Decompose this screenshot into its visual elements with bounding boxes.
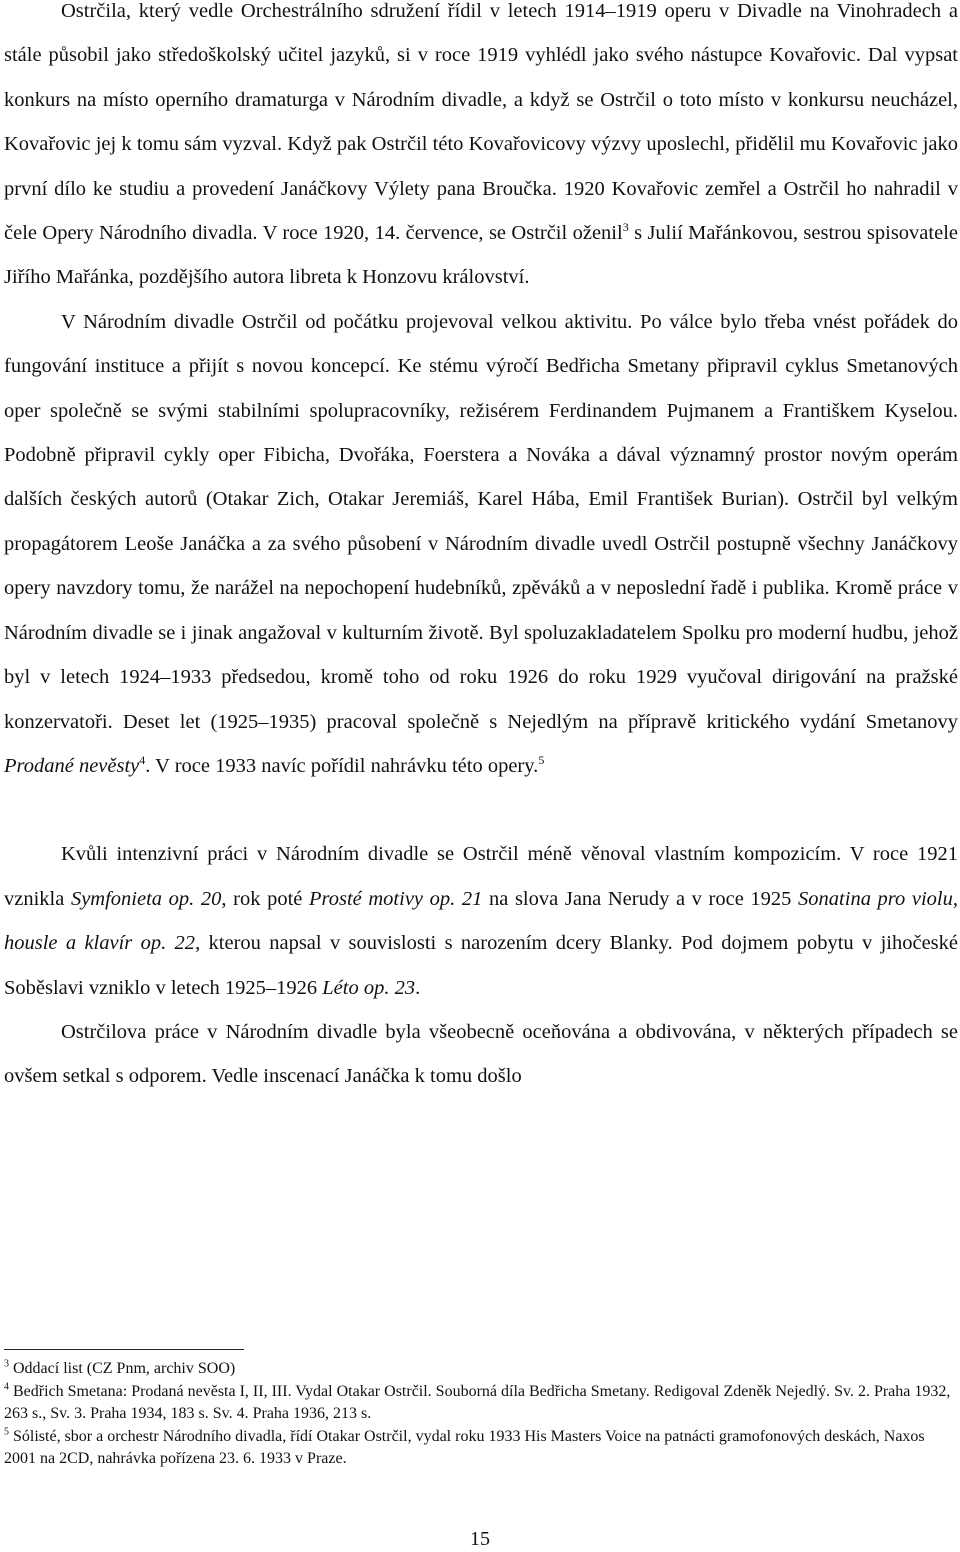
- footnote: [4, 1381, 958, 1426]
- paragraph: [4, 832, 958, 1010]
- footnote: [4, 1358, 958, 1381]
- italic-title: Prodané nevěsty: [4, 754, 140, 777]
- italic-title: Symfonieta op. 20: [70, 887, 222, 910]
- text-run: Ostrčila, který vedle Orchestrálního sdružení řídil v letech 1914–1919 operu v Divadle na Vinohradech a stále působil jako středoškolský učitel jazyků, si v roce 1919 vyhlédl jako svého nástupce Kovařovic. Dal vypsat konkurs na místo operního dramaturga v Národním divadle, a když se Ostrčil o toto místo v konkursu neucházel, Kovařovic jej k tomu sám vyzval. Když pak Ostrčil této Kovařovicovy výzvy uposlechl, přidělil mu Kovařovic jako první dílo ke studiu a provedení Janáčkovy Výlety pana Broučka. 1920 Kovařovic zemřel a Ostrčil ho nahradil v čele Opery Národního divadla. V roce 1920, 14. července, se Ostrčil oženil: [4, 0, 958, 245]
- paragraph: [4, 1010, 958, 1099]
- paragraph: [4, 0, 958, 300]
- footnote: [4, 1426, 958, 1471]
- text-run: na slova Jana Nerudy a v roce 1925: [482, 887, 799, 910]
- footnote-number: 4: [4, 1381, 9, 1393]
- text-run: . V roce 1933 navíc pořídil nahrávku této opery.: [145, 754, 539, 777]
- paragraph: [4, 300, 958, 788]
- footnote-text: Bedřich Smetana: Prodaná nevěsta I, II, III. Vydal Otakar Ostrčil. Souborná díla Bedřicha Smetany. Redigoval Zdeněk Nejedlý. Sv. 2. Praha 1932, 263 s., Sv. 3. Praha 1934, 183 s. Sv. 4. Praha 1936, 213 s.: [4, 1382, 951, 1422]
- footnote-separator: [4, 1349, 244, 1350]
- footnote-text: Oddací list (CZ Pnm, archiv SOO): [9, 1360, 236, 1377]
- text-run: V Národním divadle Ostrčil od počátku projevoval velkou aktivitu. Po válce bylo třeba vnést pořádek do fungování instituce a přijít s novou koncepcí. Ke stému výročí Bedřicha Smetany připravil cyklus Smetanových oper společně se svými stabilními spolupracovníky, režisérem Ferdinandem Pujmanem a Františkem Kyselou. Podobně připravil cykly oper Fibicha, Dvořáka, Foerstera a Nováka a dával významný prostor novým operám dalších českých autorů (Otakar Zich, Otakar Jeremiáš, Karel Hába, Emil František Burian). Ostrčil byl velkým propagátorem Leoše Janáčka a za svého působení v Národním divadle uvedl Ostrčil postupně všechny Janáčkovy opery navzdory tomu, že narážel na nepochopení hudebníků, zpěváků a v neposlední řadě i publika. Kromě práce v Národním divadle se i jinak angažoval v kulturním životě. Byl spoluzakladatelem Spolku pro moderní hudbu, jehož byl v letech 1924–1933 předsedou, kromě toho od roku 1926 do roku 1929 vyučoval dirigování na pražské konzervatoři. Deset let (1925–1935) pracoval společně s Nejedlým na přípravě kritického vydání Smetanovy: [4, 310, 958, 733]
- body-text: [4, 0, 958, 1099]
- footnote-number: 3: [4, 1358, 9, 1370]
- paragraph-gap: [4, 788, 958, 832]
- text-run: s Julií Mařánkovou, sestrou spisovatele Jiřího Mařánka, pozdějšího autora libreta k Honzovu království.: [4, 222, 958, 289]
- page-number: 15: [470, 1528, 490, 1550]
- text-run: .: [415, 976, 421, 999]
- text-run: , rok poté: [221, 887, 309, 910]
- footnote-number: 5: [4, 1426, 9, 1438]
- footnote-ref[interactable]: 5: [538, 753, 545, 768]
- text-run: Ostrčilova práce v Národním divadle byla všeobecně oceňována a obdivována, v některých případech se ovšem setkal s odporem. Vedle inscenací Janáčka k tomu došlo: [4, 1020, 958, 1088]
- footnotes: [4, 1358, 958, 1471]
- footnote-text: Sólisté, sbor a orchestr Národního divadla, řídí Otakar Ostrčil, vydal roku 1933 His Masters Voice na patnácti gramofonových deskách, Naxos 2001 na 2CD, nahrávka pořízena 23. 6. 1933 v Praze.: [4, 1427, 925, 1467]
- text-run: Kvůli intenzivní práci v Národním divadle se Ostrčil méně věnoval vlastním kompozicím. V roce 1921 vznikla: [4, 843, 958, 910]
- italic-title: Léto op. 23: [322, 976, 416, 999]
- footnote-ref[interactable]: 3: [622, 220, 629, 235]
- italic-title: Prosté motivy op. 21: [309, 887, 483, 910]
- italic-title: Sonatina pro violu, housle a klavír op. 22: [4, 887, 958, 955]
- footnote-ref[interactable]: 4: [139, 753, 146, 768]
- text-run: , kterou napsal v souvislosti s narozením dcery Blanky. Pod dojmem pobytu v jihočeské Soběslavi vzniklo v letech 1925–1926: [4, 932, 958, 999]
